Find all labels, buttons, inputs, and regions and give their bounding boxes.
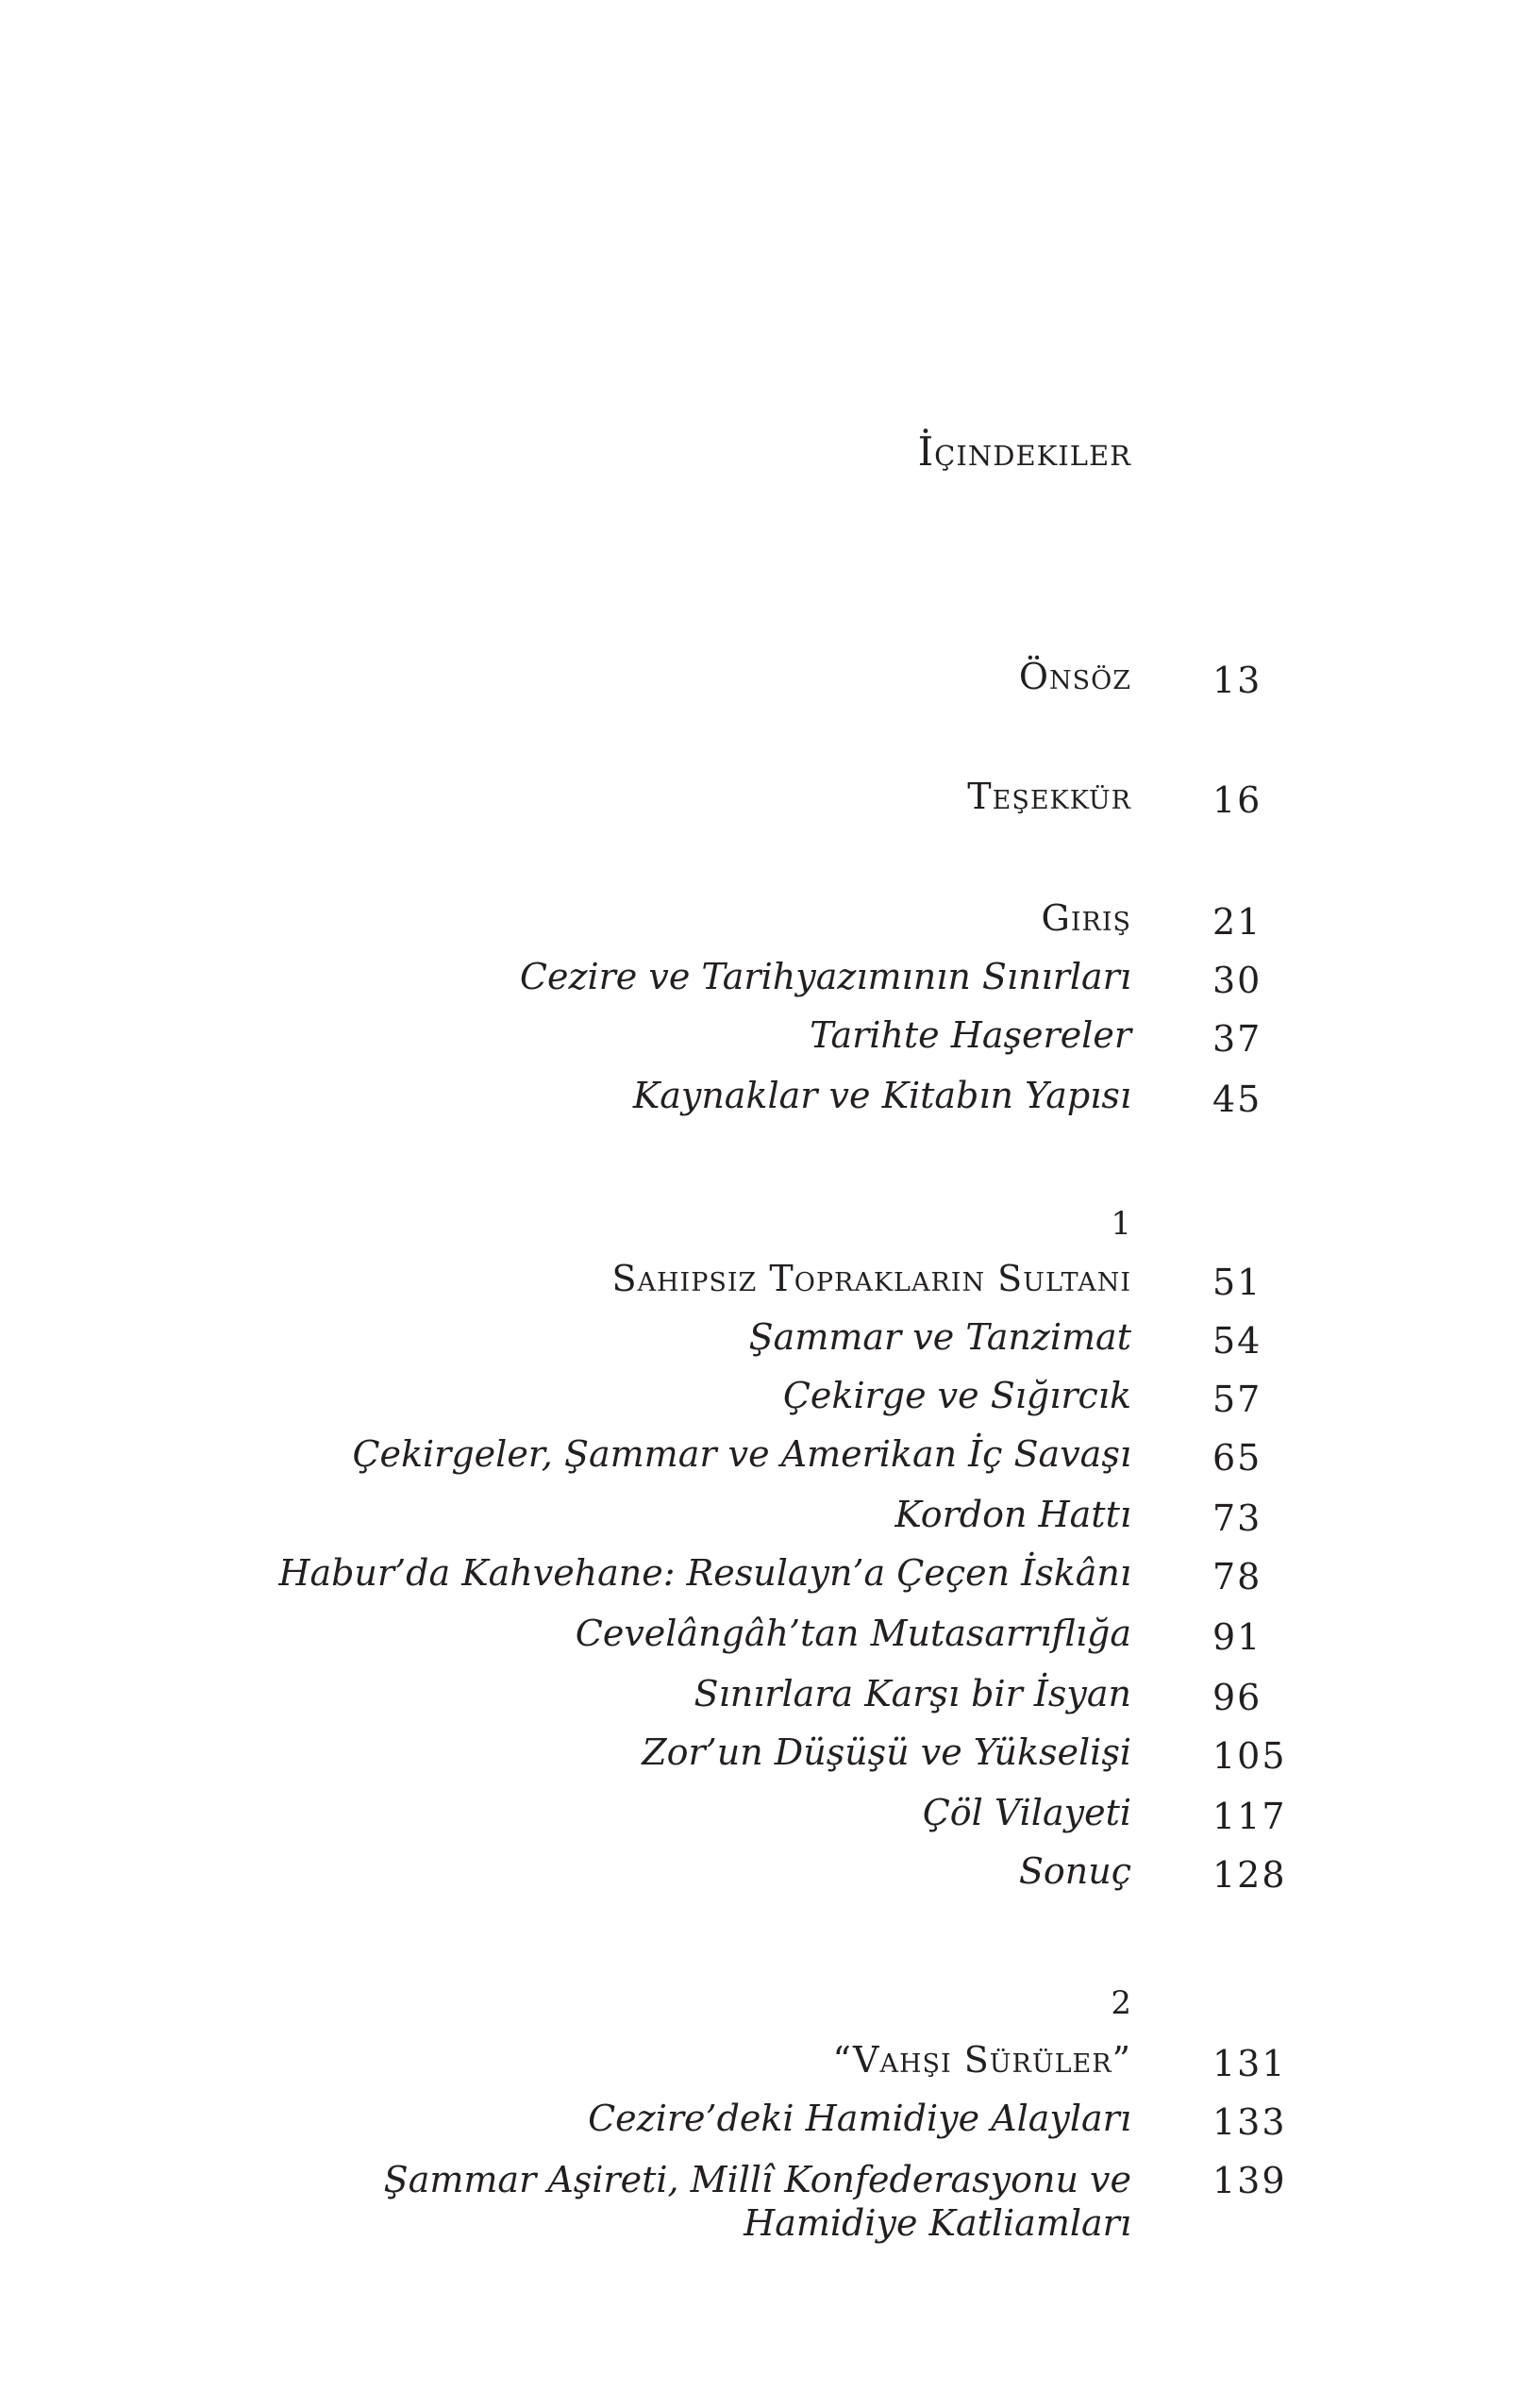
toc-entry-label: Teşekkür	[967, 776, 1131, 817]
toc-entry-label: Önsöz	[1018, 656, 1131, 697]
toc-entry-label: Zor’un Düşüşü ve Yükselişi	[642, 1731, 1131, 1773]
toc-section-entry	[0, 1731, 1538, 1795]
toc-entry-label: Çöl Vilayeti	[922, 1792, 1131, 1833]
toc-section-entry	[0, 1850, 1538, 1914]
toc-entry-label: Habur’da Kahvehane: Resulayn’a Çeçen İskânı	[278, 1552, 1131, 1594]
toc-entry-page: 133	[1212, 2101, 1287, 2143]
toc-section-entry	[0, 1673, 1538, 1736]
toc-section-entry	[0, 1792, 1538, 1855]
page-title: İçindekiler	[917, 428, 1131, 475]
toc-entry-tesekkur	[0, 778, 1538, 839]
toc-section-entry	[0, 1075, 1538, 1138]
toc-entry-label: Cezire’deki Hamidiye Alayları	[588, 2098, 1131, 2139]
toc-section-entry	[0, 1014, 1538, 1078]
toc-entry-page: 51	[1212, 1262, 1262, 1303]
toc-entry-label: Şammar ve Tanzimat	[748, 1316, 1131, 1358]
toc-entry-page: 13	[1212, 660, 1262, 701]
toc-entry-label: Şammar Aşireti, Millî Konfederasyonu ve Hamidiye Katliamları	[383, 2159, 1131, 2244]
toc-entry-page: 30	[1212, 960, 1262, 1001]
toc-entry-page: 78	[1212, 1556, 1262, 1597]
toc-entry-onsoz	[0, 656, 1538, 719]
toc-entry-label: Kordon Hattı	[894, 1494, 1131, 1535]
toc-entry-page: 105	[1212, 1735, 1287, 1777]
toc-entry-label: Çekirgeler, Şammar ve Amerikan İç Savaşı	[352, 1433, 1131, 1475]
toc-entry-page: 45	[1212, 1079, 1262, 1120]
toc-entry-label: Tarihte Haşereler	[810, 1014, 1131, 1056]
toc-entry-label: Cezire ve Tarihyazımının Sınırları	[519, 956, 1131, 997]
toc-section-entry	[0, 2100, 1538, 2161]
toc-section-entry	[0, 956, 1538, 1019]
toc-entry-page: 37	[1212, 1018, 1262, 1060]
toc-entry-label: Sınırlara Karşı bir İsyan	[694, 1673, 1131, 1714]
toc-entry-label: Kaynaklar ve Kitabın Yapısı	[632, 1075, 1131, 1116]
toc-section-entry	[0, 2159, 1538, 2263]
toc-entry-label: Giriş	[1041, 897, 1131, 939]
toc-section-entry	[0, 1494, 1538, 1557]
toc-section-entry	[0, 1316, 1538, 1380]
chapter-number: 2	[1111, 1984, 1131, 2022]
chapter-number: 1	[1111, 1205, 1131, 1243]
toc-entry-page: 57	[1212, 1379, 1262, 1420]
toc-entry-page: 54	[1212, 1320, 1262, 1362]
toc-section-entry	[0, 1615, 1538, 1676]
toc-entry-label: Sonuç	[1018, 1850, 1131, 1892]
toc-chapter-entry	[0, 1258, 1538, 1321]
toc-entry-page: 96	[1212, 1677, 1262, 1718]
toc-section-entry	[0, 1375, 1538, 1438]
toc-entry-label: “Vahşi Sürüler”	[832, 2039, 1131, 2081]
toc-entry-page: 91	[1212, 1616, 1262, 1658]
toc-entry-label: Çekirge ve Sığırcık	[782, 1375, 1131, 1416]
toc-entry-page: 117	[1212, 1796, 1287, 1837]
toc-entry-page: 65	[1212, 1437, 1262, 1479]
toc-chapter-entry	[0, 2039, 1538, 2102]
toc-entry-page: 131	[1212, 2043, 1287, 2084]
toc-entry-page: 139	[1212, 2160, 1287, 2201]
toc-entry-page: 21	[1212, 901, 1262, 943]
toc-section-entry	[0, 1552, 1538, 1615]
toc-entry-giris	[0, 897, 1538, 961]
toc-entry-page: 128	[1212, 1854, 1287, 1896]
toc-entry-label: Sahipsiz Toprakların Sultanı	[611, 1258, 1131, 1299]
toc-entry-label: Cevelângâh’tan Mutasarrıflığa	[575, 1613, 1131, 1654]
toc-section-entry	[0, 1433, 1538, 1497]
toc-entry-page: 73	[1212, 1497, 1262, 1539]
toc-entry-page: 16	[1212, 779, 1262, 821]
